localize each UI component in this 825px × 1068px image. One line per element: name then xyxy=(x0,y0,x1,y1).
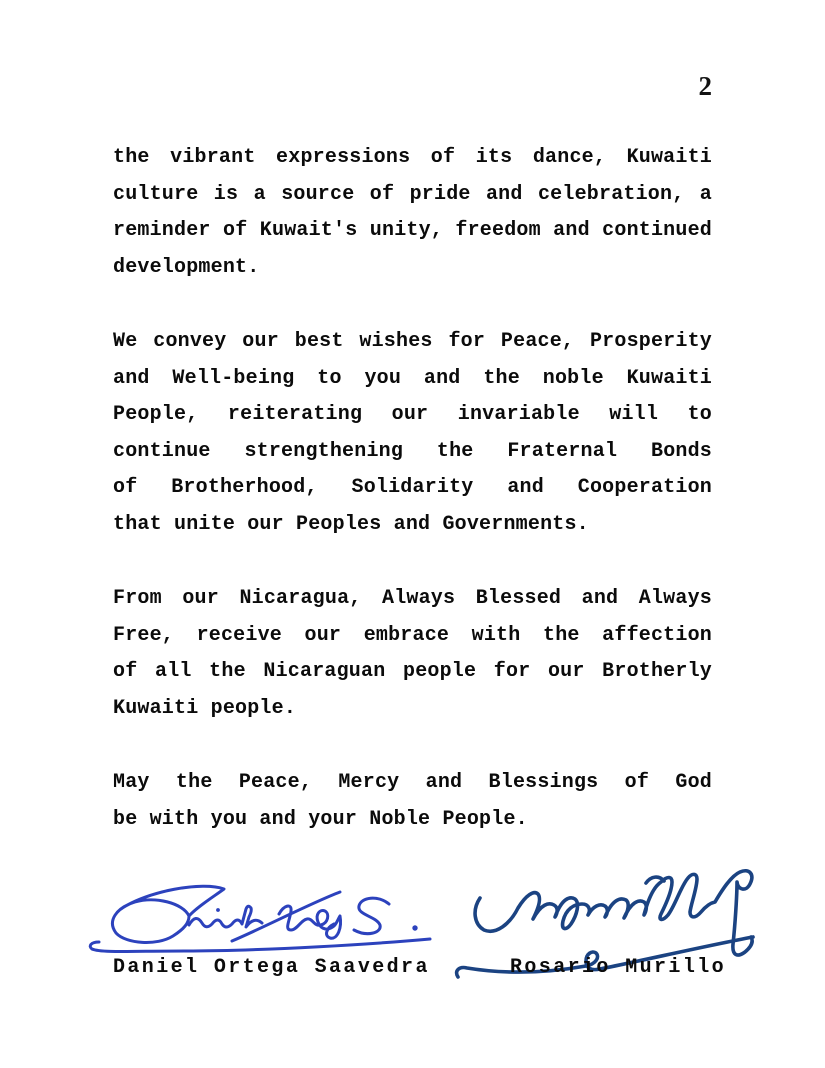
paragraph xyxy=(113,140,712,286)
letter-line: development. xyxy=(113,255,260,279)
paragraph xyxy=(113,581,712,727)
letter-line: of all the Nicaraguan people for our Brotherly xyxy=(113,660,712,683)
signature-dot xyxy=(412,925,417,930)
signature-stroke xyxy=(112,886,224,942)
letter-line: the vibrant expressions of its dance, Kuwaiti xyxy=(113,146,712,169)
letter-line: that unite our Peoples and Governments. xyxy=(113,512,589,536)
page-number: 2 xyxy=(698,71,712,101)
paragraph xyxy=(113,765,712,838)
signatory-name-ortega: Daniel Ortega Saavedra xyxy=(113,956,430,979)
letter-line: May the Peace, Mercy and Blessings of God xyxy=(113,771,712,794)
letter-line: Kuwaiti people. xyxy=(113,696,297,720)
signature-stroke xyxy=(475,871,752,955)
letter-line: People, reiterating our invariable will to xyxy=(113,403,712,426)
letter-line: Free, receive our embrace with the affection xyxy=(113,623,712,647)
signature-block xyxy=(113,876,727,1068)
paragraph xyxy=(113,324,712,543)
signature-dot xyxy=(216,908,220,912)
signatory-name-murillo: Rosario Murillo xyxy=(510,956,727,979)
letter-line: We convey our best wishes for Peace, Prosperity xyxy=(113,330,712,353)
letter-line: reminder of Kuwait's unity, freedom and continued xyxy=(113,219,712,242)
letter-line: of Brotherhood, Solidarity and Cooperation xyxy=(113,476,712,499)
signature-stroke xyxy=(189,906,262,927)
letter-line: From our Nicaragua, Always Blessed and Always xyxy=(113,587,712,610)
signature-stroke xyxy=(354,898,389,933)
ortega-signature-strokes xyxy=(90,886,430,951)
letter-line: be with you and your Noble People. xyxy=(113,807,528,831)
ortega-signature-icon xyxy=(85,883,435,958)
letter-body xyxy=(113,140,727,1068)
letter-line: continue strengthening the Fraternal Bonds xyxy=(113,439,712,463)
letter-line: culture is a source of pride and celebration, a xyxy=(113,182,712,206)
signature-stroke xyxy=(279,906,341,938)
letter-line: and Well-being to you and the noble Kuwaiti xyxy=(113,366,712,390)
